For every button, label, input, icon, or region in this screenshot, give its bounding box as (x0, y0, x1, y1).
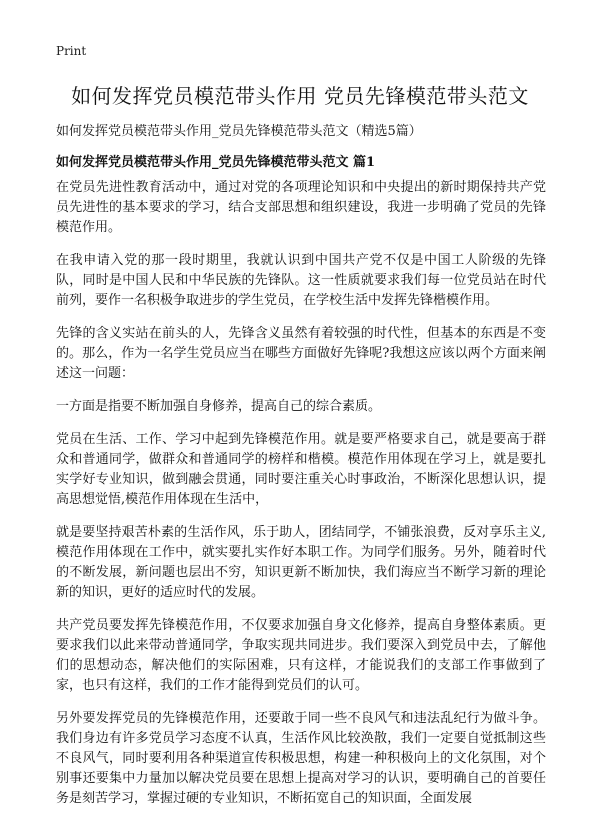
paragraph: 另外要发挥党员的先锋模范作用，还要敢于同一些不良风气和违法乱纪行为做斗争。我们身边有许多党员学习态度不认真，生活作风比较涣散，我们一定要自觉抵制这些不良风气，同时要利用各种渠道宣传积极思想，构建一种积极向上的文化氛围，对个别事还要集中力量加以解决党员要在思想上提高对学习的认识，要明确自己的首要任务是刻苦学习，掌握过硬的专业知识，不断拓宽自己的知识面，全面发展 (56, 711, 546, 806)
document-subtitle: 如何发挥党员模范带头作用_党员先锋模范带头范文（精选5篇） (56, 124, 422, 139)
article-body (56, 178, 546, 822)
paragraph: 先锋的含义实站在前头的人，先锋含义虽然有着较强的时代性，但基本的东西是不变的。那么，作为一名学生党员应当在哪些方面做好先锋呢?我想这应该以两个方面来阐述这一问题： (56, 326, 546, 381)
paragraph: 在党员先进性教育活动中，通过对党的各项理论知识和中央提出的新时期保持共产党员先进性的基本要求的学习，结合支部思想和组织建设，我进一步明确了党员的先锋模范作用。 (56, 180, 546, 235)
paragraph: 在我申请入党的那一段时期里，我就认识到中国共产党不仅是中国工人阶级的先锋队，同时是中国人民和中华民族的先锋队。这一性质就要求我们每一位党员站在时代前列，要作一名积极争取进步的学生党员，在学校生活中发挥先锋楷模作用。 (56, 253, 546, 308)
section-heading: 如何发挥党员模范带头作用_党员先锋模范带头范文 篇1 (56, 155, 376, 170)
print-link[interactable]: Print (56, 44, 87, 58)
paragraph: 一方面是指要不断加强自身修养，提高自己的综合素质。 (56, 399, 382, 414)
paragraph: 党员在生活、工作、学习中起到先锋模范作用。就是要严格要求自己，就是要高于群众和普通同学，做群众和普通同学的榜样和楷模。模范作用体现在学习上，就是要扎实学好专业知识，做到融会贯通，同时要注重关心时事政治，不断深化思想认识，提高思想觉悟,模范作用体现在生活中， (56, 432, 546, 507)
paragraph: 共产党员要发挥先锋模范作用，不仅要求加强自身文化修养，提高自身整体素质。更要求我们以此来带动普通同学，争取实现共同进步。我们要深入到党员中去，了解他们的思想动态，解决他们的实际困难，只有这样，才能说我们的支部工作事做到了家，也只有这样，我们的工作才能得到党员们的认可。 (56, 618, 546, 693)
page-title: 如何发挥党员模范带头作用 党员先锋模范带头范文 (71, 84, 529, 108)
paragraph: 就是要坚持艰苦朴素的生活作风，乐于助人，团结同学，不铺张浪费，反对享乐主义,模范作用体现在工作中，就实要扎实作好本职工作。为同学们服务。另外，随着时代的不断发展，新问题也层出不穷，知识更新不断加快，我们海应当不断学习新的理论新的知识，更好的适应时代的发展。 (56, 525, 546, 600)
